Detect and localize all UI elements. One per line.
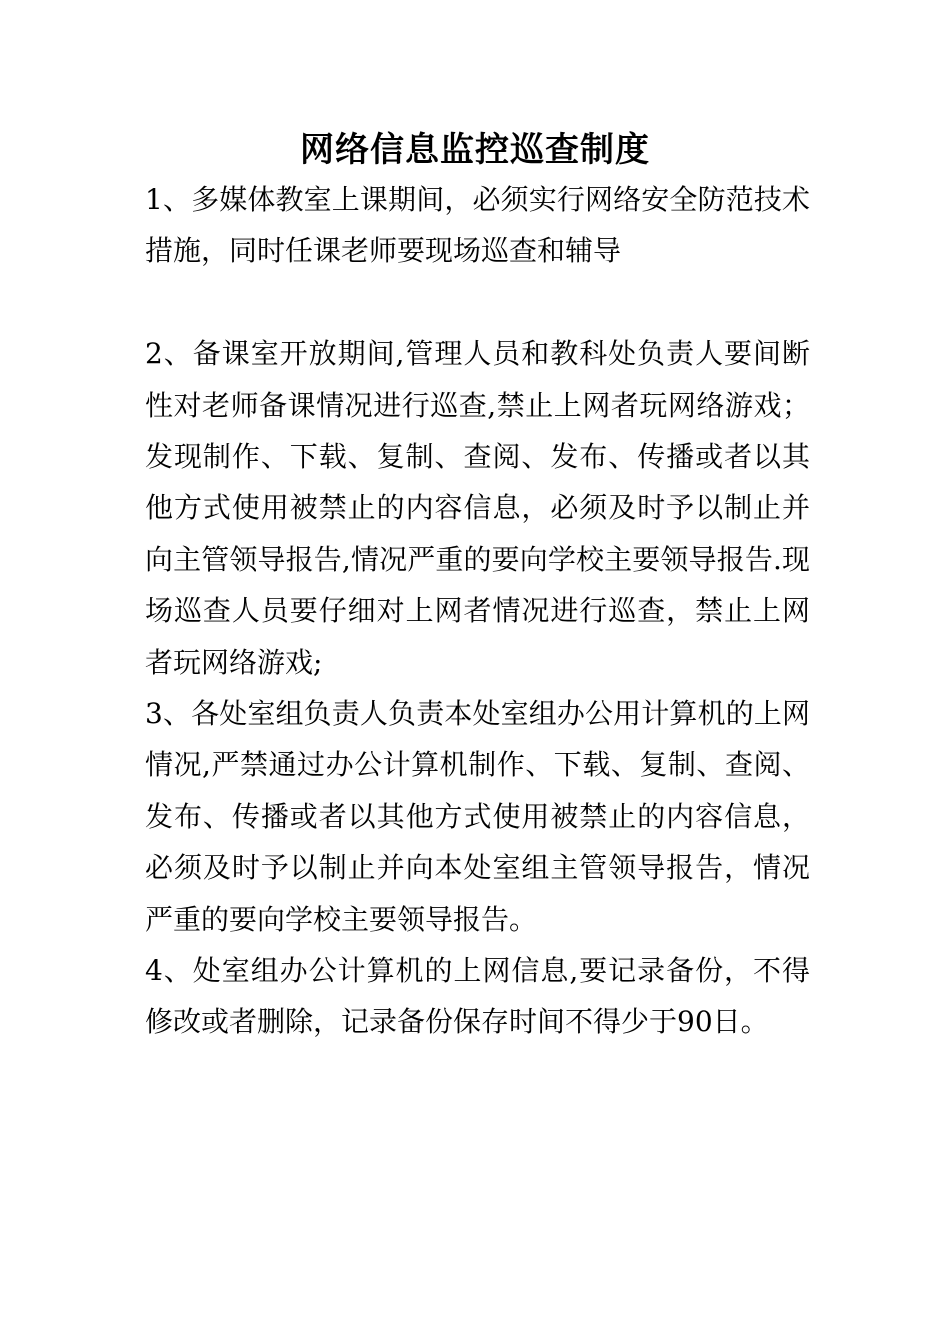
- paragraph-4: 4、处室组办公计算机的上网信息,要记录备份，不得修改或者删除，记录备份保存时间不得少于90日。: [145, 954, 810, 1039]
- paragraph-2: 2、备课室开放期间,管理人员和教科处负责人要间断性对老师备课情况进行巡查,禁止上网者玩网络游戏；发现制作、下载、复制、查阅、发布、传播或者以其他方式使用被禁止的内容信息，必须及时予以制止并向主管领导报告,情况严重的要向学校主要领导报告.现场巡查人员要仔细对上网者情况进行巡查，禁止上网者玩网络游戏;: [145, 337, 810, 679]
- paragraph-spacer: [145, 277, 810, 328]
- document-title: 网络信息监控巡查制度: [300, 130, 650, 170]
- document-body: [145, 174, 810, 1048]
- paragraph-3: 3、各处室组负责人负责本处室组办公用计算机的上网情况,严禁通过办公计算机制作、下载、复制、查阅、发布、传播或者以其他方式使用被禁止的内容信息，必须及时予以制止并向本处室组主管领导报告，情况严重的要向学校主要领导报告。: [145, 697, 810, 936]
- paragraph-1: 1、多媒体教室上课期间，必须实行网络安全防范技术措施，同时任课老师要现场巡查和辅导: [145, 183, 810, 268]
